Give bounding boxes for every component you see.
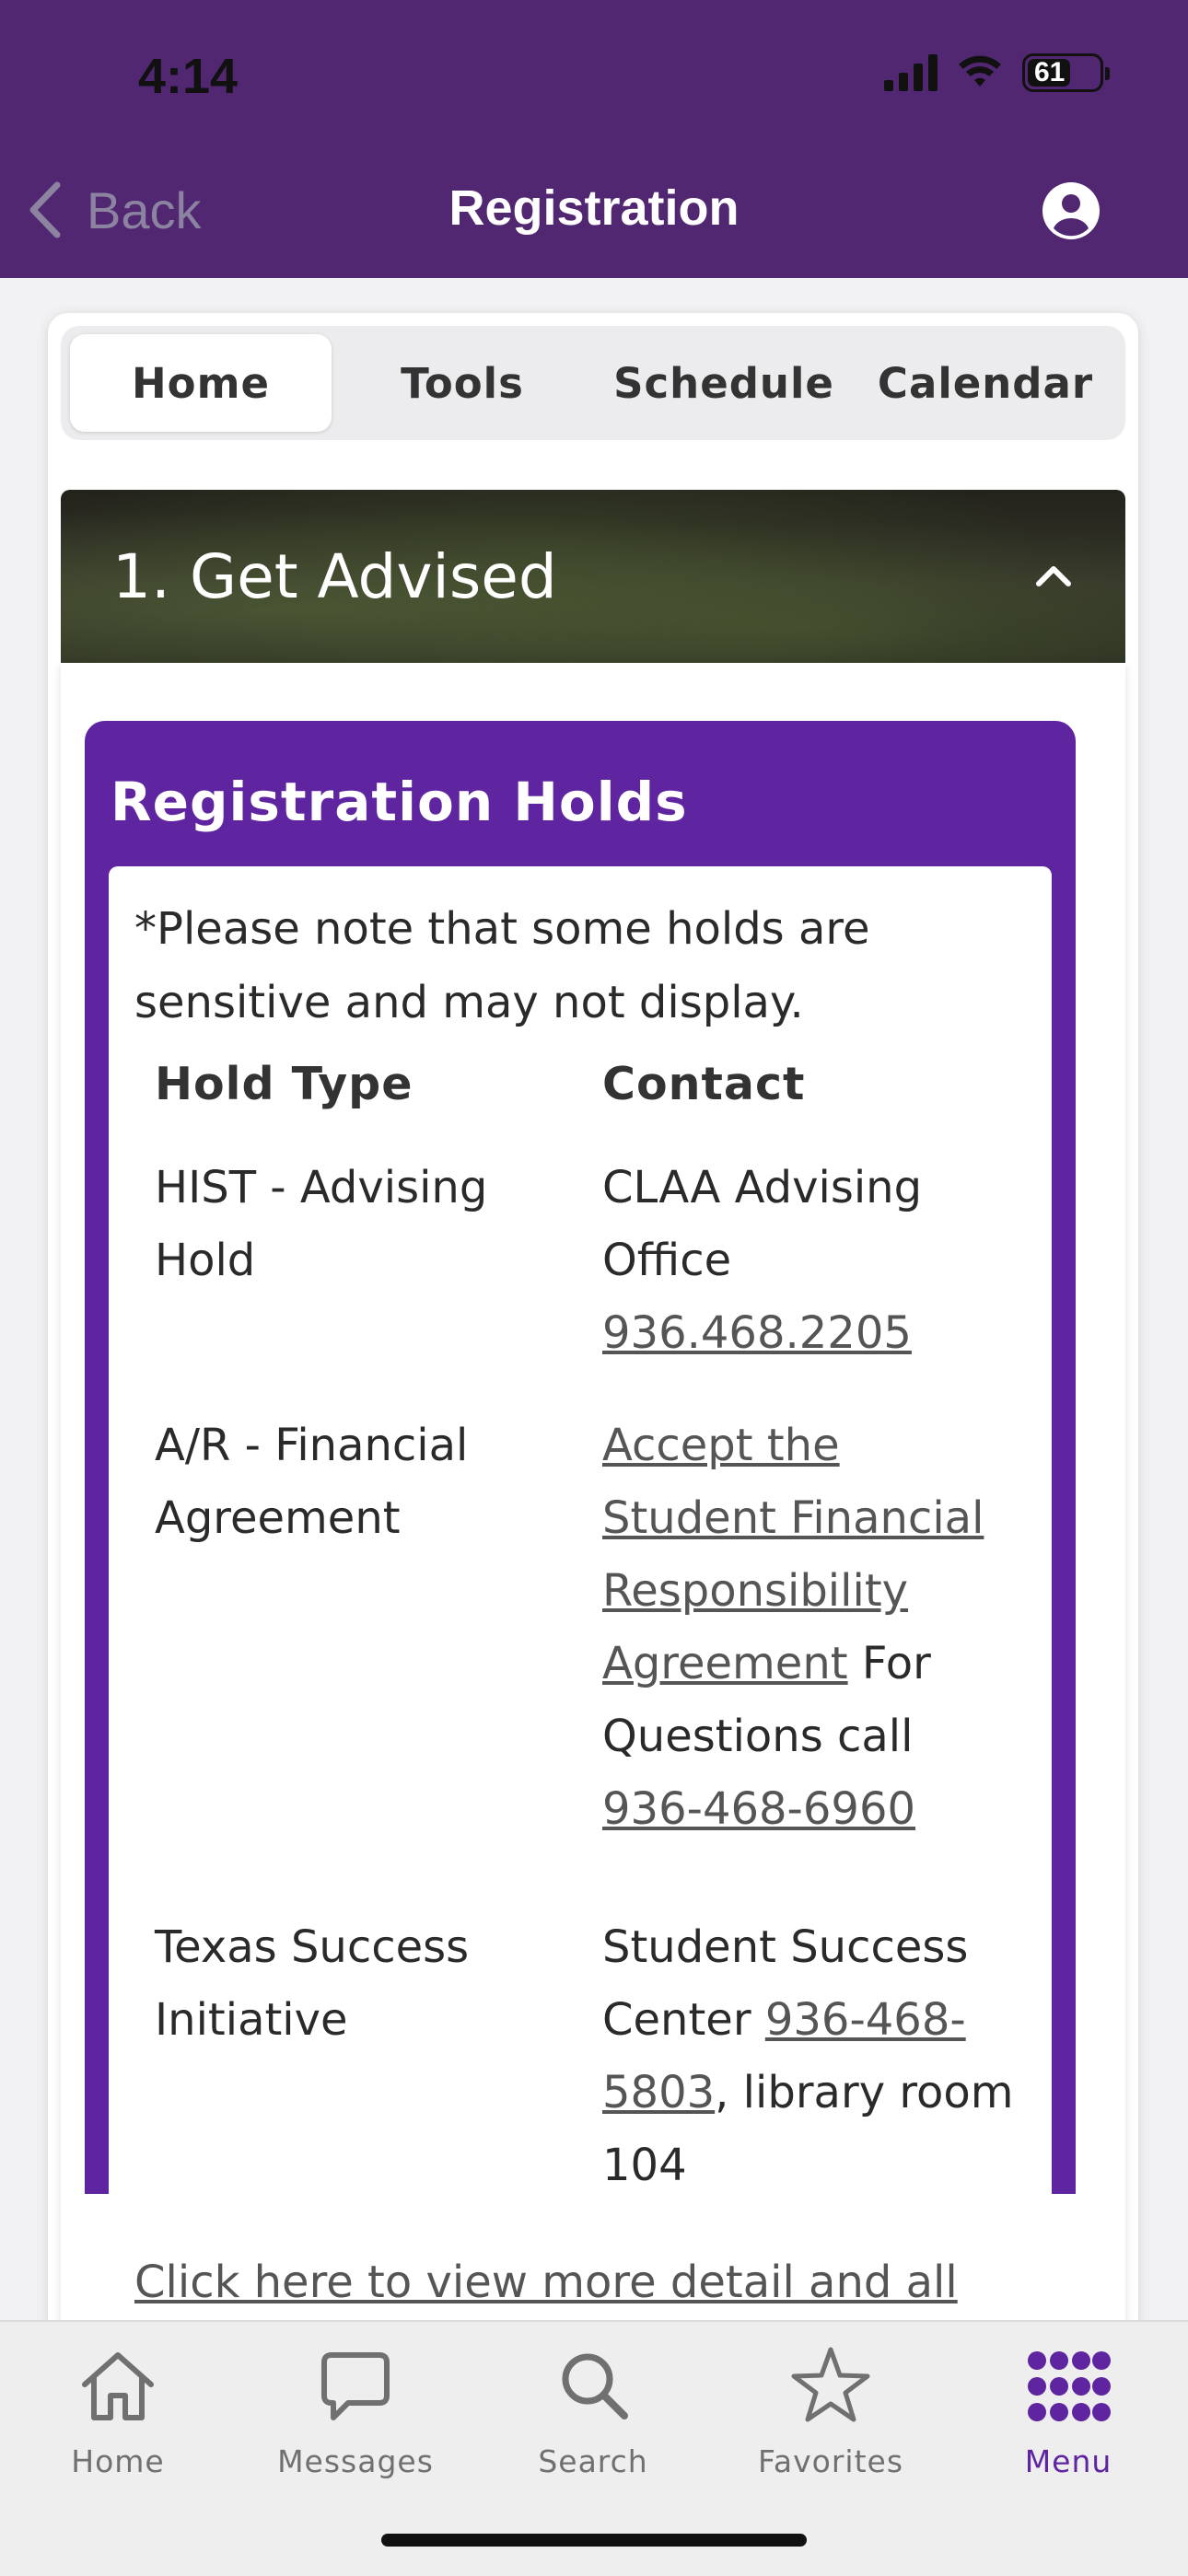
home-icon: [74, 2342, 162, 2431]
tabbar-label: Home: [71, 2443, 165, 2479]
battery-level: 61: [1034, 57, 1066, 87]
search-icon: [549, 2342, 637, 2431]
home-indicator[interactable]: [381, 2534, 807, 2547]
status-icons: [884, 53, 1103, 92]
financial-agreement-link[interactable]: Accept the Student Financial Responsibility Agreement: [602, 1420, 984, 1689]
contact-text: Student Success Center: [602, 1921, 969, 2046]
hold-type-cell: A/R - Financial Agreement: [155, 1420, 469, 1544]
tab-tools[interactable]: Tools: [401, 358, 524, 408]
tabbar-messages[interactable]: [263, 2342, 448, 2479]
app-header: [0, 0, 1188, 278]
contact-cell: [602, 1152, 1007, 1370]
tabbar-favorites[interactable]: [739, 2342, 923, 2479]
tabbar-label: Menu: [1024, 2443, 1112, 2479]
star-icon: [786, 2342, 875, 2431]
tabbar-label: Search: [538, 2443, 648, 2479]
view-more-link[interactable]: Click here to view more detail and all: [134, 2257, 958, 2308]
status-time: 4:14: [138, 49, 239, 104]
registration-card: [48, 313, 1138, 2338]
tabbar-label: Messages: [277, 2443, 434, 2479]
contact-cell: [602, 1911, 1026, 2202]
contact-text: For Questions call: [602, 1638, 931, 1762]
back-label: Back: [87, 180, 202, 239]
column-header-contact: Contact: [602, 1058, 806, 1110]
holds-note: *Please note that some holds are sensitive and may not display.: [134, 903, 870, 1028]
tab-schedule[interactable]: Schedule: [613, 358, 834, 408]
phone-link[interactable]: 936-468-6960: [602, 1783, 916, 1835]
hold-type-cell: HIST - Advising Hold: [155, 1162, 488, 1286]
tabbar-search[interactable]: [501, 2342, 685, 2479]
battery-icon: [1022, 53, 1103, 92]
cellular-signal-icon: [884, 54, 938, 91]
tabbar-home[interactable]: [26, 2342, 210, 2479]
contact-suffix: , library room 104: [602, 2067, 1014, 2191]
messages-icon: [311, 2342, 400, 2431]
section-header-get-advised[interactable]: [61, 490, 1125, 663]
chevron-up-icon: [1033, 562, 1074, 589]
holds-title: Registration Holds: [111, 771, 688, 833]
hold-type-cell: Texas Success Initiative: [155, 1921, 470, 2046]
tab-calendar[interactable]: Calendar: [877, 358, 1094, 408]
holds-content: [109, 866, 1052, 2308]
registration-holds-panel: [85, 721, 1076, 2308]
phone-link[interactable]: 936.468.2205: [602, 1307, 912, 1359]
contact-text: CLAA Advising Office: [602, 1162, 923, 1286]
tabbar-menu[interactable]: [976, 2342, 1160, 2479]
phone-link[interactable]: 936-468-5803: [602, 1994, 966, 2118]
grid-menu-icon: [1024, 2342, 1112, 2431]
page-title: Registration: [448, 180, 740, 236]
column-header-hold-type: Hold Type: [155, 1058, 413, 1110]
contact-cell: [602, 1410, 1007, 1846]
section-title: 1. Get Advised: [112, 541, 557, 612]
tabbar-label: Favorites: [757, 2443, 904, 2479]
tab-home[interactable]: Home: [70, 334, 332, 432]
profile-icon[interactable]: [1041, 180, 1101, 241]
wifi-icon: [958, 55, 1002, 90]
segment-tabs: [61, 326, 1125, 440]
